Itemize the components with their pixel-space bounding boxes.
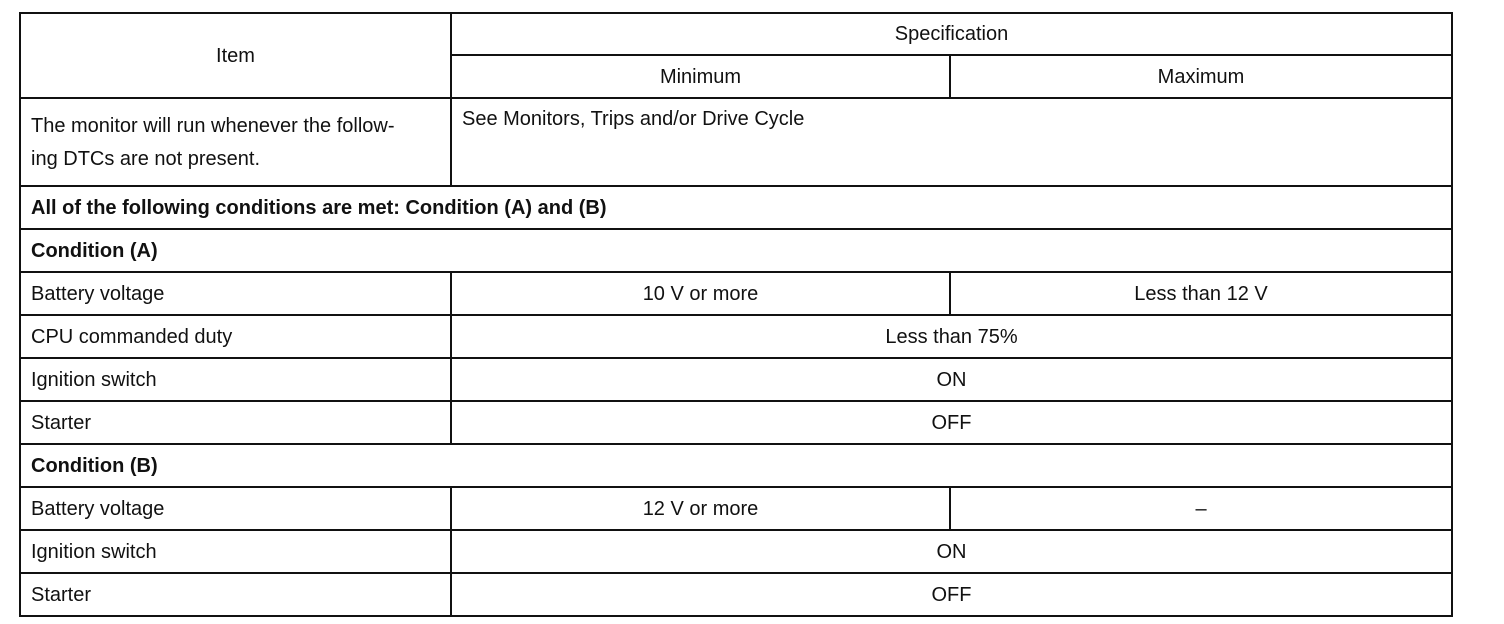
condition-b-battery-minimum: 12 V or more <box>451 487 950 530</box>
condition-a-ignition-value: ON <box>451 358 1452 401</box>
condition-a-cpu-item: CPU commanded duty <box>20 315 451 358</box>
dtc-row <box>20 98 1452 186</box>
condition-a-starter-item: Starter <box>20 401 451 444</box>
condition-a-cpu-value: Less than 75% <box>451 315 1452 358</box>
dtc-spec-cell: See Monitors, Trips and/or Drive Cycle <box>451 98 1452 186</box>
table-row <box>20 401 1452 444</box>
condition-a-battery-minimum: 10 V or more <box>451 272 950 315</box>
condition-b-starter-item: Starter <box>20 573 451 616</box>
condition-a-row <box>20 229 1452 272</box>
condition-a-battery-maximum: Less than 12 V <box>950 272 1452 315</box>
condition-a-starter-value: OFF <box>451 401 1452 444</box>
header-minimum: Minimum <box>451 55 950 98</box>
condition-b-row <box>20 444 1452 487</box>
condition-a-heading: Condition (A) <box>20 229 1452 272</box>
condition-b-battery-maximum: – <box>950 487 1452 530</box>
dtc-item-line1: The monitor will run whenever the follow- <box>31 115 395 137</box>
condition-b-ignition-item: Ignition switch <box>20 530 451 573</box>
table-row <box>20 487 1452 530</box>
condition-b-heading: Condition (B) <box>20 444 1452 487</box>
all-conditions-heading: All of the following conditions are met: Condition (A) and (B) <box>20 186 1452 229</box>
condition-b-ignition-value: ON <box>451 530 1452 573</box>
header-specification: Specification <box>451 13 1452 55</box>
table-row <box>20 573 1452 616</box>
dtc-item-cell <box>20 98 451 186</box>
all-conditions-row <box>20 186 1452 229</box>
dtc-item-line2: ing DTCs are not present. <box>31 148 260 170</box>
table-row <box>20 358 1452 401</box>
table-row <box>20 530 1452 573</box>
condition-b-starter-value: OFF <box>451 573 1452 616</box>
condition-a-battery-item: Battery voltage <box>20 272 451 315</box>
header-row <box>20 13 1452 55</box>
condition-b-battery-item: Battery voltage <box>20 487 451 530</box>
table-row <box>20 315 1452 358</box>
table-row <box>20 272 1452 315</box>
spec-table <box>19 12 1453 617</box>
header-item: Item <box>20 13 451 98</box>
header-maximum: Maximum <box>950 55 1452 98</box>
condition-a-ignition-item: Ignition switch <box>20 358 451 401</box>
